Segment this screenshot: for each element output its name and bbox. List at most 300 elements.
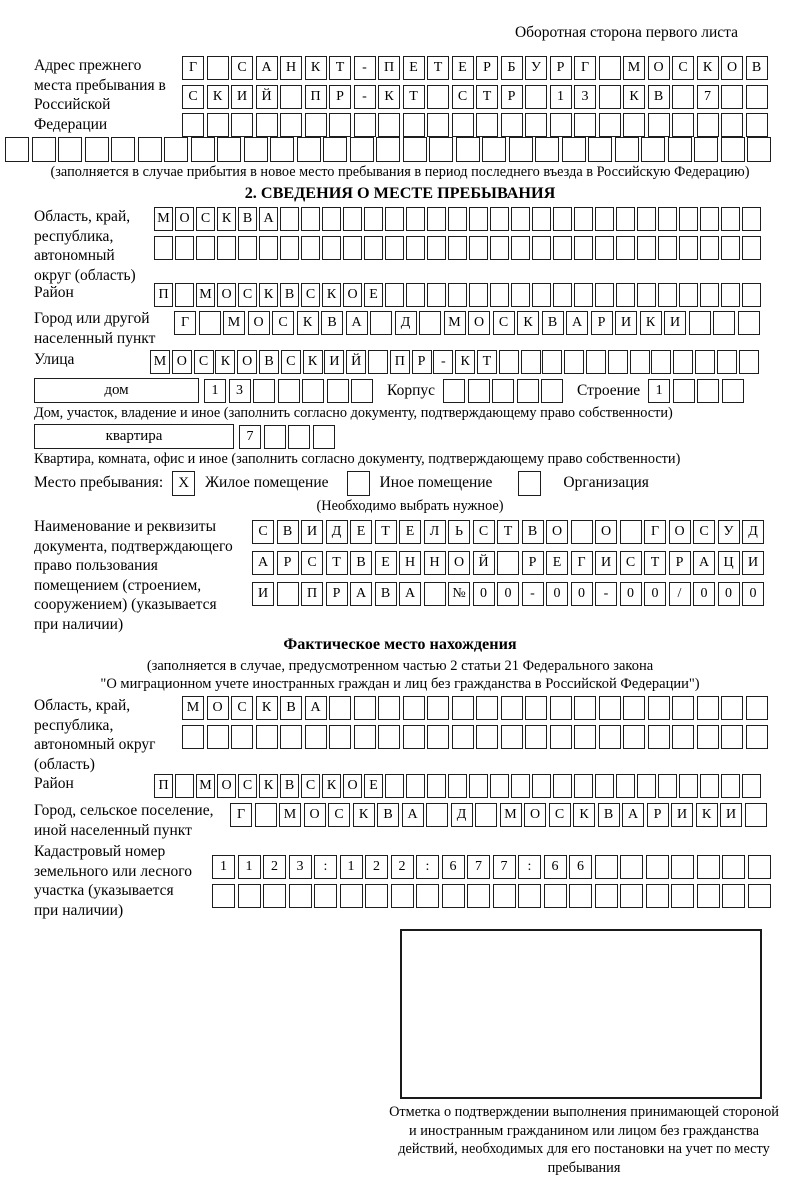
char-cell[interactable]: 0 xyxy=(546,582,568,606)
char-cell[interactable]: П xyxy=(301,582,323,606)
char-cell[interactable] xyxy=(270,137,294,162)
char-cell[interactable]: 1 xyxy=(204,379,226,403)
char-cell[interactable] xyxy=(721,113,743,137)
char-cell[interactable] xyxy=(403,725,425,749)
char-cell[interactable] xyxy=(574,113,596,137)
char-cell[interactable]: Д xyxy=(326,520,348,544)
char-cell[interactable]: 0 xyxy=(473,582,495,606)
char-cell[interactable] xyxy=(301,207,320,231)
char-cell[interactable] xyxy=(364,207,383,231)
char-cell[interactable]: 0 xyxy=(693,582,715,606)
char-cell[interactable]: В xyxy=(746,56,768,80)
house-type-box[interactable]: дом xyxy=(34,378,199,403)
char-cell[interactable] xyxy=(427,113,449,137)
char-cell[interactable]: Р xyxy=(591,311,613,335)
char-cell[interactable] xyxy=(351,379,373,403)
char-cell[interactable]: Е xyxy=(403,56,425,80)
char-cell[interactable] xyxy=(679,236,698,260)
char-cell[interactable] xyxy=(499,350,519,374)
char-cell[interactable]: Т xyxy=(375,520,397,544)
char-cell[interactable] xyxy=(620,884,643,908)
char-cell[interactable] xyxy=(697,379,719,403)
char-cell[interactable]: С xyxy=(328,803,350,827)
char-cell[interactable] xyxy=(511,207,530,231)
char-cell[interactable] xyxy=(721,725,743,749)
char-cell[interactable] xyxy=(406,207,425,231)
char-cell[interactable]: О xyxy=(172,350,192,374)
char-cell[interactable]: К xyxy=(640,311,662,335)
char-cell[interactable] xyxy=(280,725,302,749)
char-cell[interactable] xyxy=(419,311,441,335)
char-cell[interactable] xyxy=(277,582,299,606)
char-cell[interactable] xyxy=(542,350,562,374)
char-cell[interactable]: Е xyxy=(364,774,383,798)
char-cell[interactable]: Д xyxy=(451,803,473,827)
char-cell[interactable]: М xyxy=(223,311,245,335)
char-cell[interactable] xyxy=(553,207,572,231)
char-cell[interactable] xyxy=(532,236,551,260)
char-cell[interactable] xyxy=(646,884,669,908)
char-cell[interactable]: С xyxy=(672,56,694,80)
char-cell[interactable]: Е xyxy=(375,551,397,575)
char-cell[interactable] xyxy=(263,884,286,908)
char-cell[interactable] xyxy=(748,855,771,879)
char-cell[interactable] xyxy=(517,379,539,403)
char-cell[interactable]: С xyxy=(196,207,215,231)
char-cell[interactable] xyxy=(525,113,547,137)
char-cell[interactable] xyxy=(329,725,351,749)
char-cell[interactable] xyxy=(721,236,740,260)
char-cell[interactable]: Р xyxy=(277,551,299,575)
char-cell[interactable] xyxy=(541,379,563,403)
char-cell[interactable]: О xyxy=(217,774,236,798)
char-cell[interactable]: А xyxy=(350,582,372,606)
char-cell[interactable]: 6 xyxy=(442,855,465,879)
char-cell[interactable]: И xyxy=(301,520,323,544)
char-cell[interactable]: Д xyxy=(395,311,417,335)
char-cell[interactable] xyxy=(138,137,162,162)
char-cell[interactable] xyxy=(746,113,768,137)
char-cell[interactable] xyxy=(525,696,547,720)
char-cell[interactable]: О xyxy=(343,283,362,307)
char-cell[interactable] xyxy=(443,379,465,403)
char-cell[interactable]: М xyxy=(196,283,215,307)
char-cell[interactable]: С xyxy=(693,520,715,544)
char-cell[interactable]: 7 xyxy=(493,855,516,879)
char-cell[interactable]: Р xyxy=(329,85,351,109)
char-cell[interactable] xyxy=(511,283,530,307)
char-cell[interactable] xyxy=(475,803,497,827)
char-cell[interactable] xyxy=(305,725,327,749)
char-cell[interactable]: / xyxy=(669,582,691,606)
char-cell[interactable] xyxy=(427,85,449,109)
char-cell[interactable]: : xyxy=(518,855,541,879)
char-cell[interactable] xyxy=(673,350,693,374)
char-cell[interactable]: 0 xyxy=(497,582,519,606)
char-cell[interactable] xyxy=(571,520,593,544)
char-cell[interactable] xyxy=(509,137,533,162)
char-cell[interactable] xyxy=(403,113,425,137)
char-cell[interactable] xyxy=(385,774,404,798)
char-cell[interactable] xyxy=(329,696,351,720)
char-cell[interactable] xyxy=(574,283,593,307)
char-cell[interactable] xyxy=(532,283,551,307)
char-cell[interactable] xyxy=(717,350,737,374)
char-cell[interactable]: 1 xyxy=(648,379,670,403)
char-cell[interactable] xyxy=(280,236,299,260)
char-cell[interactable] xyxy=(364,236,383,260)
char-cell[interactable] xyxy=(385,283,404,307)
char-cell[interactable] xyxy=(427,774,446,798)
char-cell[interactable] xyxy=(544,884,567,908)
char-cell[interactable]: О xyxy=(468,311,490,335)
char-cell[interactable]: П xyxy=(390,350,410,374)
char-cell[interactable] xyxy=(305,113,327,137)
char-cell[interactable]: А xyxy=(399,582,421,606)
char-cell[interactable]: У xyxy=(525,56,547,80)
char-cell[interactable]: К xyxy=(455,350,475,374)
char-cell[interactable] xyxy=(350,137,374,162)
char-cell[interactable]: Т xyxy=(497,520,519,544)
char-cell[interactable] xyxy=(469,283,488,307)
char-cell[interactable]: - xyxy=(354,85,376,109)
char-cell[interactable]: С xyxy=(493,311,515,335)
char-cell[interactable] xyxy=(476,113,498,137)
char-cell[interactable] xyxy=(490,236,509,260)
char-cell[interactable]: В xyxy=(259,350,279,374)
char-cell[interactable] xyxy=(616,236,635,260)
char-cell[interactable] xyxy=(637,236,656,260)
char-cell[interactable] xyxy=(721,283,740,307)
char-cell[interactable]: И xyxy=(671,803,693,827)
char-cell[interactable]: П xyxy=(305,85,327,109)
char-cell[interactable]: Т xyxy=(403,85,425,109)
char-cell[interactable] xyxy=(424,582,446,606)
char-cell[interactable] xyxy=(648,113,670,137)
char-cell[interactable]: О xyxy=(595,520,617,544)
char-cell[interactable]: С xyxy=(238,283,257,307)
char-cell[interactable]: И xyxy=(664,311,686,335)
char-cell[interactable] xyxy=(595,283,614,307)
char-cell[interactable] xyxy=(467,884,490,908)
char-cell[interactable] xyxy=(599,113,621,137)
char-cell[interactable] xyxy=(620,520,642,544)
char-cell[interactable]: Р xyxy=(326,582,348,606)
char-cell[interactable]: Г xyxy=(182,56,204,80)
char-cell[interactable] xyxy=(32,137,56,162)
char-cell[interactable]: О xyxy=(648,56,670,80)
char-cell[interactable]: В xyxy=(238,207,257,231)
char-cell[interactable]: А xyxy=(566,311,588,335)
char-cell[interactable]: Е xyxy=(399,520,421,544)
char-cell[interactable] xyxy=(322,207,341,231)
char-cell[interactable] xyxy=(586,350,606,374)
char-cell[interactable]: А xyxy=(693,551,715,575)
char-cell[interactable]: Г xyxy=(174,311,196,335)
char-cell[interactable] xyxy=(426,803,448,827)
char-cell[interactable] xyxy=(620,855,643,879)
char-cell[interactable] xyxy=(253,379,275,403)
char-cell[interactable] xyxy=(742,774,761,798)
char-cell[interactable]: А xyxy=(256,56,278,80)
char-cell[interactable] xyxy=(378,113,400,137)
char-cell[interactable]: А xyxy=(252,551,274,575)
char-cell[interactable] xyxy=(175,236,194,260)
char-cell[interactable]: И xyxy=(615,311,637,335)
char-cell[interactable]: С xyxy=(620,551,642,575)
char-cell[interactable] xyxy=(406,283,425,307)
char-cell[interactable] xyxy=(468,379,490,403)
char-cell[interactable]: У xyxy=(718,520,740,544)
char-cell[interactable]: Т xyxy=(476,85,498,109)
char-cell[interactable]: С xyxy=(549,803,571,827)
char-cell[interactable] xyxy=(288,425,310,449)
char-cell[interactable] xyxy=(448,774,467,798)
char-cell[interactable] xyxy=(501,725,523,749)
char-cell[interactable] xyxy=(616,774,635,798)
char-cell[interactable] xyxy=(700,236,719,260)
char-cell[interactable] xyxy=(493,884,516,908)
char-cell[interactable] xyxy=(196,236,215,260)
char-cell[interactable]: С xyxy=(231,56,253,80)
char-cell[interactable] xyxy=(391,884,414,908)
char-cell[interactable]: С xyxy=(194,350,214,374)
char-cell[interactable]: Т xyxy=(644,551,666,575)
char-cell[interactable]: 1 xyxy=(340,855,363,879)
char-cell[interactable]: В xyxy=(648,85,670,109)
char-cell[interactable]: Н xyxy=(424,551,446,575)
char-cell[interactable] xyxy=(672,113,694,137)
char-cell[interactable] xyxy=(648,725,670,749)
char-cell[interactable] xyxy=(672,85,694,109)
char-cell[interactable]: О xyxy=(546,520,568,544)
char-cell[interactable] xyxy=(722,855,745,879)
char-cell[interactable]: О xyxy=(721,56,743,80)
char-cell[interactable] xyxy=(217,137,241,162)
char-cell[interactable] xyxy=(721,774,740,798)
stay-type-checkbox-residential[interactable]: X xyxy=(172,471,195,496)
char-cell[interactable]: 0 xyxy=(620,582,642,606)
char-cell[interactable] xyxy=(231,725,253,749)
char-cell[interactable] xyxy=(574,696,596,720)
char-cell[interactable] xyxy=(207,56,229,80)
char-cell[interactable] xyxy=(646,855,669,879)
char-cell[interactable]: М xyxy=(444,311,466,335)
char-cell[interactable]: И xyxy=(720,803,742,827)
char-cell[interactable] xyxy=(550,113,572,137)
char-cell[interactable] xyxy=(313,425,335,449)
char-cell[interactable] xyxy=(742,236,761,260)
char-cell[interactable] xyxy=(368,350,388,374)
char-cell[interactable] xyxy=(289,884,312,908)
char-cell[interactable] xyxy=(535,137,559,162)
char-cell[interactable]: Ь xyxy=(448,520,470,544)
char-cell[interactable]: В xyxy=(598,803,620,827)
char-cell[interactable]: 0 xyxy=(644,582,666,606)
char-cell[interactable]: К xyxy=(378,85,400,109)
char-cell[interactable] xyxy=(697,113,719,137)
char-cell[interactable]: Г xyxy=(644,520,666,544)
char-cell[interactable] xyxy=(672,725,694,749)
char-cell[interactable] xyxy=(207,113,229,137)
char-cell[interactable]: Е xyxy=(546,551,568,575)
char-cell[interactable]: С xyxy=(182,85,204,109)
char-cell[interactable] xyxy=(182,725,204,749)
char-cell[interactable] xyxy=(5,137,29,162)
char-cell[interactable] xyxy=(672,696,694,720)
char-cell[interactable]: - xyxy=(522,582,544,606)
char-cell[interactable]: Ц xyxy=(718,551,740,575)
char-cell[interactable] xyxy=(482,137,506,162)
char-cell[interactable] xyxy=(452,113,474,137)
char-cell[interactable] xyxy=(327,379,349,403)
char-cell[interactable]: К xyxy=(259,774,278,798)
char-cell[interactable] xyxy=(385,207,404,231)
char-cell[interactable] xyxy=(175,774,194,798)
char-cell[interactable]: Р xyxy=(522,551,544,575)
char-cell[interactable] xyxy=(469,207,488,231)
char-cell[interactable]: 0 xyxy=(571,582,593,606)
char-cell[interactable] xyxy=(314,884,337,908)
char-cell[interactable] xyxy=(238,884,261,908)
char-cell[interactable] xyxy=(370,311,392,335)
char-cell[interactable]: К xyxy=(517,311,539,335)
char-cell[interactable] xyxy=(697,855,720,879)
char-cell[interactable]: Н xyxy=(399,551,421,575)
char-cell[interactable] xyxy=(700,207,719,231)
char-cell[interactable] xyxy=(623,696,645,720)
char-cell[interactable] xyxy=(427,696,449,720)
char-cell[interactable] xyxy=(595,774,614,798)
char-cell[interactable] xyxy=(553,236,572,260)
char-cell[interactable]: В xyxy=(542,311,564,335)
char-cell[interactable]: Т xyxy=(329,56,351,80)
char-cell[interactable]: Р xyxy=(669,551,691,575)
char-cell[interactable] xyxy=(569,884,592,908)
char-cell[interactable]: П xyxy=(154,774,173,798)
char-cell[interactable] xyxy=(574,207,593,231)
char-cell[interactable]: О xyxy=(304,803,326,827)
char-cell[interactable] xyxy=(255,803,277,827)
char-cell[interactable] xyxy=(490,774,509,798)
char-cell[interactable]: О xyxy=(175,207,194,231)
char-cell[interactable]: О xyxy=(217,283,236,307)
char-cell[interactable] xyxy=(511,236,530,260)
char-cell[interactable] xyxy=(511,774,530,798)
char-cell[interactable]: 6 xyxy=(569,855,592,879)
char-cell[interactable]: О xyxy=(237,350,257,374)
char-cell[interactable] xyxy=(697,884,720,908)
char-cell[interactable]: С xyxy=(473,520,495,544)
char-cell[interactable] xyxy=(658,236,677,260)
char-cell[interactable] xyxy=(722,379,744,403)
char-cell[interactable] xyxy=(746,725,768,749)
char-cell[interactable] xyxy=(490,283,509,307)
char-cell[interactable] xyxy=(406,236,425,260)
char-cell[interactable] xyxy=(175,283,194,307)
char-cell[interactable]: Б xyxy=(501,56,523,80)
char-cell[interactable]: О xyxy=(248,311,270,335)
char-cell[interactable] xyxy=(427,236,446,260)
char-cell[interactable] xyxy=(278,379,300,403)
char-cell[interactable]: М xyxy=(154,207,173,231)
char-cell[interactable]: С xyxy=(452,85,474,109)
char-cell[interactable] xyxy=(599,56,621,80)
char-cell[interactable]: : xyxy=(416,855,439,879)
char-cell[interactable]: К xyxy=(623,85,645,109)
char-cell[interactable]: К xyxy=(322,774,341,798)
char-cell[interactable] xyxy=(301,236,320,260)
char-cell[interactable] xyxy=(231,113,253,137)
char-cell[interactable]: С xyxy=(301,551,323,575)
char-cell[interactable]: В xyxy=(321,311,343,335)
char-cell[interactable] xyxy=(297,137,321,162)
char-cell[interactable] xyxy=(427,725,449,749)
char-cell[interactable] xyxy=(343,236,362,260)
char-cell[interactable] xyxy=(469,236,488,260)
char-cell[interactable]: П xyxy=(154,283,173,307)
char-cell[interactable] xyxy=(525,85,547,109)
char-cell[interactable] xyxy=(637,207,656,231)
char-cell[interactable] xyxy=(641,137,665,162)
char-cell[interactable]: Т xyxy=(326,551,348,575)
char-cell[interactable] xyxy=(574,725,596,749)
char-cell[interactable] xyxy=(501,113,523,137)
char-cell[interactable] xyxy=(630,350,650,374)
char-cell[interactable]: С xyxy=(301,283,320,307)
char-cell[interactable] xyxy=(722,884,745,908)
char-cell[interactable] xyxy=(553,283,572,307)
char-cell[interactable] xyxy=(322,236,341,260)
char-cell[interactable] xyxy=(280,113,302,137)
char-cell[interactable] xyxy=(85,137,109,162)
char-cell[interactable] xyxy=(695,350,715,374)
char-cell[interactable]: В xyxy=(280,696,302,720)
char-cell[interactable]: К xyxy=(215,350,235,374)
char-cell[interactable] xyxy=(442,884,465,908)
char-cell[interactable] xyxy=(550,725,572,749)
char-cell[interactable]: М xyxy=(196,774,215,798)
char-cell[interactable]: Й xyxy=(473,551,495,575)
char-cell[interactable] xyxy=(721,207,740,231)
char-cell[interactable] xyxy=(329,113,351,137)
char-cell[interactable] xyxy=(244,137,268,162)
char-cell[interactable] xyxy=(354,113,376,137)
char-cell[interactable] xyxy=(427,283,446,307)
char-cell[interactable]: 7 xyxy=(697,85,719,109)
char-cell[interactable]: К xyxy=(297,311,319,335)
char-cell[interactable] xyxy=(721,85,743,109)
char-cell[interactable] xyxy=(658,774,677,798)
char-cell[interactable] xyxy=(746,696,768,720)
char-cell[interactable]: О xyxy=(669,520,691,544)
char-cell[interactable] xyxy=(700,774,719,798)
char-cell[interactable] xyxy=(207,725,229,749)
char-cell[interactable] xyxy=(742,283,761,307)
char-cell[interactable]: 1 xyxy=(212,855,235,879)
char-cell[interactable] xyxy=(456,137,480,162)
char-cell[interactable]: Г xyxy=(571,551,593,575)
char-cell[interactable] xyxy=(476,725,498,749)
char-cell[interactable]: № xyxy=(448,582,470,606)
char-cell[interactable]: К xyxy=(573,803,595,827)
char-cell[interactable]: О xyxy=(343,774,362,798)
char-cell[interactable] xyxy=(697,696,719,720)
char-cell[interactable] xyxy=(448,236,467,260)
char-cell[interactable] xyxy=(469,774,488,798)
char-cell[interactable]: 2 xyxy=(391,855,414,879)
char-cell[interactable] xyxy=(595,236,614,260)
